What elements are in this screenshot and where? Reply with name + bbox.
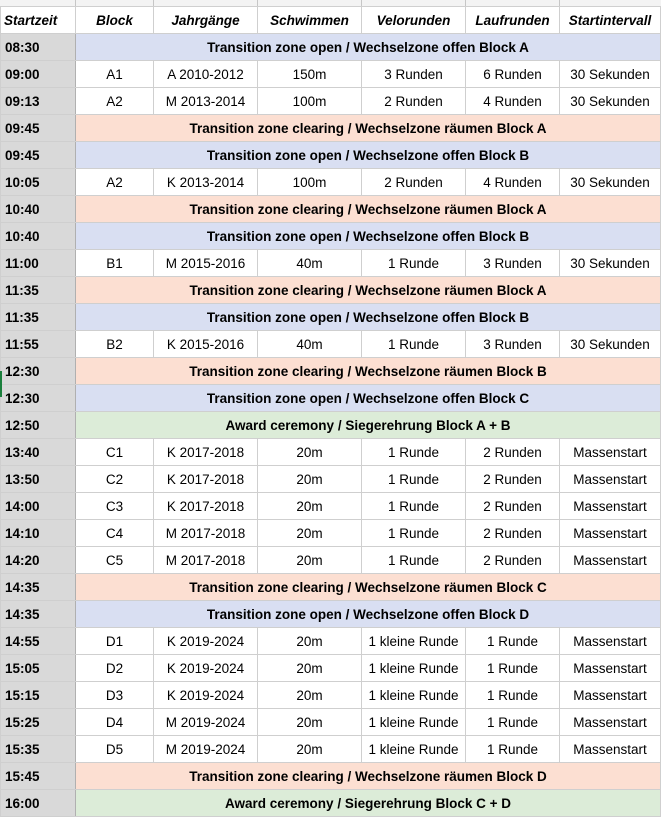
laufrunden-cell[interactable]: 1 Runde [466,736,560,763]
velorunden-cell[interactable]: 1 Runde [362,493,466,520]
laufrunden-cell[interactable]: 2 Runden [466,493,560,520]
velorunden-cell[interactable]: 2 Runden [362,88,466,115]
start-time-cell[interactable]: 13:40 [1,439,76,466]
schwimmen-cell[interactable]: 20m [258,439,362,466]
schwimmen-cell[interactable]: 20m [258,466,362,493]
zone-open-banner-cell[interactable]: Transition zone open / Wechselzone offen Block C [76,385,661,412]
transition-row [1,142,661,169]
jahrgaenge-cell[interactable]: K 2015-2016 [154,331,258,358]
race-row [1,169,661,196]
start-time-cell[interactable]: 16:00 [1,790,76,817]
velorunden-cell[interactable]: 1 Runde [362,547,466,574]
block-cell[interactable]: A1 [76,61,154,88]
start-time-cell[interactable]: 15:05 [1,655,76,682]
schwimmen-cell[interactable]: 20m [258,682,362,709]
block-cell[interactable]: D4 [76,709,154,736]
transition-row [1,763,661,790]
block-cell[interactable]: D3 [76,682,154,709]
zone-clearing-banner-cell[interactable]: Transition zone clearing / Wechselzone räumen Block A [76,115,661,142]
header-laufrunden[interactable]: Laufrunden [466,7,560,34]
zone-open-banner-cell[interactable]: Transition zone open / Wechselzone offen Block B [76,304,661,331]
velorunden-cell[interactable]: 1 kleine Runde [362,682,466,709]
block-cell[interactable]: D1 [76,628,154,655]
velorunden-cell[interactable]: 1 kleine Runde [362,709,466,736]
transition-row [1,385,661,412]
velorunden-cell[interactable]: 1 Runde [362,439,466,466]
schedule-body [1,34,661,817]
velorunden-cell[interactable]: 1 kleine Runde [362,736,466,763]
velorunden-cell[interactable]: 1 Runde [362,520,466,547]
schwimmen-cell[interactable]: 20m [258,655,362,682]
jahrgaenge-cell[interactable]: M 2015-2016 [154,250,258,277]
laufrunden-cell[interactable]: 4 Runden [466,169,560,196]
start-time-cell[interactable]: 10:40 [1,196,76,223]
block-cell[interactable]: D2 [76,655,154,682]
startintervall-cell[interactable]: Massenstart [560,520,661,547]
start-time-cell[interactable]: 12:30 [1,358,76,385]
startintervall-cell[interactable]: Massenstart [560,682,661,709]
jahrgaenge-cell[interactable]: K 2017-2018 [154,466,258,493]
race-row [1,250,661,277]
jahrgaenge-cell[interactable]: K 2019-2024 [154,655,258,682]
start-time-cell[interactable]: 13:50 [1,466,76,493]
transition-row [1,304,661,331]
laufrunden-cell[interactable]: 2 Runden [466,520,560,547]
velorunden-cell[interactable]: 1 kleine Runde [362,655,466,682]
schwimmen-cell[interactable]: 150m [258,61,362,88]
schwimmen-cell[interactable]: 40m [258,331,362,358]
schwimmen-cell[interactable]: 20m [258,547,362,574]
start-time-cell[interactable]: 14:10 [1,520,76,547]
laufrunden-cell[interactable]: 1 Runde [466,682,560,709]
start-time-cell[interactable]: 11:00 [1,250,76,277]
laufrunden-cell[interactable]: 2 Runden [466,547,560,574]
start-time-cell[interactable]: 12:50 [1,412,76,439]
race-row [1,709,661,736]
zone-open-banner-cell[interactable]: Transition zone open / Wechselzone offen Block B [76,223,661,250]
startintervall-cell[interactable]: 30 Sekunden [560,331,661,358]
header-startzeit[interactable]: Startzeit [1,7,76,34]
startintervall-cell[interactable]: 30 Sekunden [560,169,661,196]
block-cell[interactable]: D5 [76,736,154,763]
header-row [1,7,661,34]
award-banner-cell[interactable]: Award ceremony / Siegerehrung Block C + D [76,790,661,817]
jahrgaenge-cell[interactable]: A 2010-2012 [154,61,258,88]
transition-row [1,115,661,142]
block-cell[interactable]: C4 [76,520,154,547]
laufrunden-cell[interactable]: 1 Runde [466,709,560,736]
jahrgaenge-cell[interactable]: M 2017-2018 [154,547,258,574]
zone-clearing-banner-cell[interactable]: Transition zone clearing / Wechselzone räumen Block A [76,277,661,304]
race-row [1,331,661,358]
start-time-cell[interactable]: 09:13 [1,88,76,115]
schwimmen-cell[interactable]: 20m [258,520,362,547]
jahrgaenge-cell[interactable]: M 2019-2024 [154,709,258,736]
jahrgaenge-cell[interactable]: K 2017-2018 [154,439,258,466]
velorunden-cell[interactable]: 1 Runde [362,466,466,493]
start-time-cell[interactable]: 11:35 [1,277,76,304]
start-time-cell[interactable]: 14:55 [1,628,76,655]
transition-row [1,358,661,385]
transition-row [1,34,661,61]
block-cell[interactable]: B2 [76,331,154,358]
block-cell[interactable]: A2 [76,88,154,115]
start-time-cell[interactable]: 11:55 [1,331,76,358]
start-time-cell[interactable]: 15:15 [1,682,76,709]
start-time-cell[interactable]: 09:45 [1,115,76,142]
laufrunden-cell[interactable]: 2 Runden [466,466,560,493]
start-time-cell[interactable]: 11:35 [1,304,76,331]
block-cell[interactable]: B1 [76,250,154,277]
race-row [1,628,661,655]
jahrgaenge-cell[interactable]: M 2013-2014 [154,88,258,115]
start-time-cell[interactable]: 12:30 [1,385,76,412]
block-cell[interactable]: C1 [76,439,154,466]
schwimmen-cell[interactable]: 20m [258,493,362,520]
start-time-cell[interactable]: 08:30 [1,34,76,61]
startintervall-cell[interactable]: Massenstart [560,709,661,736]
jahrgaenge-cell[interactable]: K 2013-2014 [154,169,258,196]
start-time-cell[interactable]: 10:40 [1,223,76,250]
race-row [1,61,661,88]
laufrunden-cell[interactable]: 1 Runde [466,655,560,682]
schwimmen-cell[interactable]: 20m [258,736,362,763]
race-row [1,520,661,547]
transition-row [1,601,661,628]
laufrunden-cell[interactable]: 3 Runden [466,250,560,277]
award-row [1,790,661,817]
startintervall-cell[interactable]: 30 Sekunden [560,88,661,115]
laufrunden-cell[interactable]: 4 Runden [466,88,560,115]
velorunden-cell[interactable]: 2 Runden [362,169,466,196]
zone-open-banner-cell[interactable]: Transition zone open / Wechselzone offen Block A [76,34,661,61]
start-time-cell[interactable]: 15:35 [1,736,76,763]
velorunden-cell[interactable]: 3 Runden [362,61,466,88]
start-time-cell[interactable]: 14:35 [1,574,76,601]
zone-clearing-banner-cell[interactable]: Transition zone clearing / Wechselzone räumen Block C [76,574,661,601]
startintervall-cell[interactable]: 30 Sekunden [560,250,661,277]
award-row [1,412,661,439]
block-cell[interactable]: C5 [76,547,154,574]
startintervall-cell[interactable]: Massenstart [560,736,661,763]
zone-open-banner-cell[interactable]: Transition zone open / Wechselzone offen Block B [76,142,661,169]
header-block[interactable]: Block [76,7,154,34]
start-time-cell[interactable]: 14:00 [1,493,76,520]
block-cell[interactable]: C2 [76,466,154,493]
velorunden-cell[interactable]: 1 Runde [362,250,466,277]
startintervall-cell[interactable]: Massenstart [560,547,661,574]
velorunden-cell[interactable]: 1 Runde [362,331,466,358]
velorunden-cell[interactable]: 1 kleine Runde [362,628,466,655]
zone-open-banner-cell[interactable]: Transition zone open / Wechselzone offen Block D [76,601,661,628]
startintervall-cell[interactable]: Massenstart [560,493,661,520]
start-time-cell[interactable]: 15:45 [1,763,76,790]
start-time-cell[interactable]: 09:00 [1,61,76,88]
block-cell[interactable]: C3 [76,493,154,520]
header-velorunden[interactable]: Velorunden [362,7,466,34]
jahrgaenge-cell[interactable]: K 2019-2024 [154,682,258,709]
zone-clearing-banner-cell[interactable]: Transition zone clearing / Wechselzone räumen Block B [76,358,661,385]
jahrgaenge-cell[interactable]: K 2017-2018 [154,493,258,520]
start-time-cell[interactable]: 15:25 [1,709,76,736]
header-startintervall[interactable]: Startintervall [560,7,661,34]
startintervall-cell[interactable]: Massenstart [560,439,661,466]
startintervall-cell[interactable]: Massenstart [560,628,661,655]
race-row [1,493,661,520]
start-time-cell[interactable]: 09:45 [1,142,76,169]
start-time-cell[interactable]: 10:05 [1,169,76,196]
race-row [1,682,661,709]
schwimmen-cell[interactable]: 20m [258,709,362,736]
jahrgaenge-cell[interactable]: M 2017-2018 [154,520,258,547]
header-schwimmen[interactable]: Schwimmen [258,7,362,34]
race-row [1,439,661,466]
race-row [1,655,661,682]
race-row [1,466,661,493]
startintervall-cell[interactable]: Massenstart [560,466,661,493]
race-row [1,88,661,115]
start-time-cell[interactable]: 14:20 [1,547,76,574]
schwimmen-cell[interactable]: 100m [258,88,362,115]
transition-row [1,277,661,304]
award-banner-cell[interactable]: Award ceremony / Siegerehrung Block A + B [76,412,661,439]
schwimmen-cell[interactable]: 20m [258,628,362,655]
zone-clearing-banner-cell[interactable]: Transition zone clearing / Wechselzone räumen Block D [76,763,661,790]
schwimmen-cell[interactable]: 100m [258,169,362,196]
jahrgaenge-cell[interactable]: M 2019-2024 [154,736,258,763]
laufrunden-cell[interactable]: 2 Runden [466,439,560,466]
race-row [1,547,661,574]
startintervall-cell[interactable]: 30 Sekunden [560,61,661,88]
race-row [1,736,661,763]
laufrunden-cell[interactable]: 3 Runden [466,331,560,358]
jahrgaenge-cell[interactable]: K 2019-2024 [154,628,258,655]
start-time-cell[interactable]: 14:35 [1,601,76,628]
zone-clearing-banner-cell[interactable]: Transition zone clearing / Wechselzone räumen Block A [76,196,661,223]
transition-row [1,196,661,223]
schwimmen-cell[interactable]: 40m [258,250,362,277]
active-cell-marker [0,371,2,397]
schedule-table [0,6,661,817]
laufrunden-cell[interactable]: 1 Runde [466,628,560,655]
transition-row [1,223,661,250]
block-cell[interactable]: A2 [76,169,154,196]
startintervall-cell[interactable]: Massenstart [560,655,661,682]
transition-row [1,574,661,601]
laufrunden-cell[interactable]: 6 Runden [466,61,560,88]
header-jahrgaenge[interactable]: Jahrgänge [154,7,258,34]
